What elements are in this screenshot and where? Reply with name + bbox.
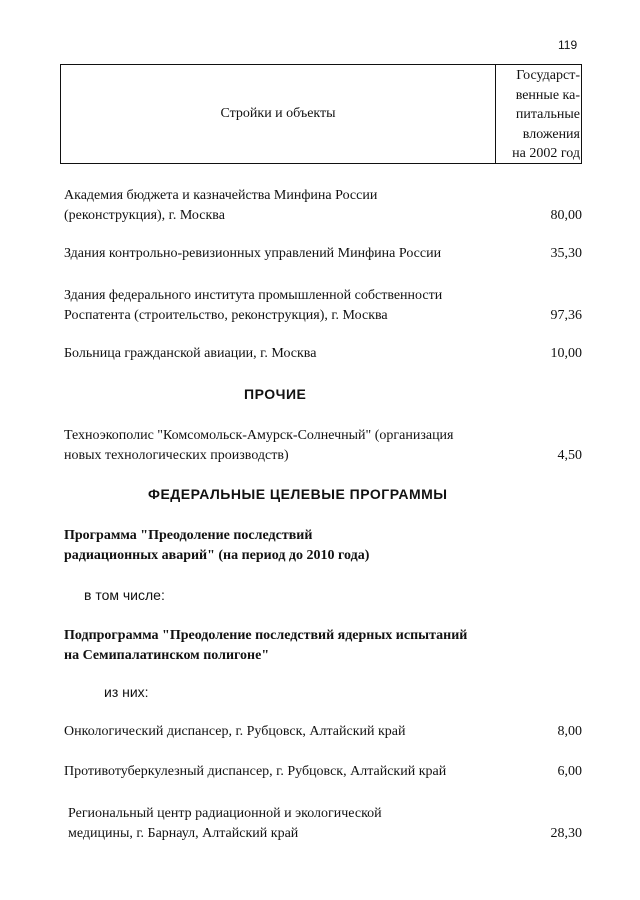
row-value: 4,50 [557, 448, 582, 463]
row-value: 97,36 [550, 308, 582, 323]
including-label: в том числе: [84, 587, 165, 603]
table-row [64, 426, 584, 466]
row-text-line: Региональный центр радиационной и экологической [68, 806, 382, 821]
header-col2-line: Государст- [516, 68, 580, 83]
header-col-investments [495, 65, 581, 163]
row-value: 6,00 [557, 764, 582, 779]
section-heading-other: ПРОЧИЕ [244, 386, 307, 402]
page-number: 119 [558, 38, 578, 52]
of-them-label: из них: [104, 684, 149, 700]
table-row [68, 804, 584, 844]
header-col2-line: венные ка- [515, 87, 580, 103]
table-header [60, 64, 582, 164]
row-text-line: Больница гражданской авиации, г. Москва [64, 346, 317, 361]
row-value: 8,00 [557, 724, 582, 739]
table-row [64, 244, 584, 264]
row-text-line: Здания федерального института промышленной собственности [64, 288, 443, 303]
row-text-line: Здания контрольно-ревизионных управлений Минфина России [64, 246, 442, 261]
row-text-line: Академия бюджета и казначейства Минфина России [64, 188, 378, 203]
section-heading-programs: ФЕДЕРАЛЬНЫЕ ЦЕЛЕВЫЕ ПРОГРАММЫ [148, 486, 448, 502]
table-row [64, 762, 584, 782]
table-row [64, 286, 584, 326]
row-text-line: новых технологических производств) [64, 448, 289, 463]
row-text-line: (реконструкция), г. Москва [64, 208, 225, 223]
header-col2-line: питальные [515, 107, 580, 122]
row-text-line: медицины, г. Барнаул, Алтайский край [68, 826, 299, 841]
row-value: 28,30 [550, 826, 582, 841]
header-col2-line: вложения [522, 126, 580, 142]
program-line: Программа "Преодоление последствий [64, 528, 313, 543]
table-row [64, 344, 584, 364]
program-title [64, 526, 369, 566]
row-text-line: Противотуберкулезный диспансер, г. Рубцовск, Алтайский край [64, 764, 447, 779]
row-value: 10,00 [550, 346, 582, 361]
header-col2-line: на 2002 год [512, 146, 580, 161]
row-value: 35,30 [550, 246, 582, 261]
header-col-objects: Стройки и объекты [220, 106, 336, 121]
subprogram-line: на Семипалатинском полигоне" [64, 648, 270, 663]
row-text-line: Роспатента (строительство, реконструкция), г. Москва [64, 308, 388, 323]
row-text-line: Техноэкополис "Комсомольск-Амурск-Солнечный" (организация [64, 428, 454, 443]
subprogram-line: Подпрограмма "Преодоление последствий ядерных испытаний [64, 628, 468, 643]
table-row [64, 722, 584, 742]
row-value: 80,00 [550, 208, 582, 223]
row-text-line: Онкологический диспансер, г. Рубцовск, Алтайский край [64, 724, 406, 739]
table-row [64, 186, 584, 226]
program-line: радиационных аварий" (на период до 2010 года) [64, 548, 370, 563]
subprogram-title [64, 626, 467, 666]
